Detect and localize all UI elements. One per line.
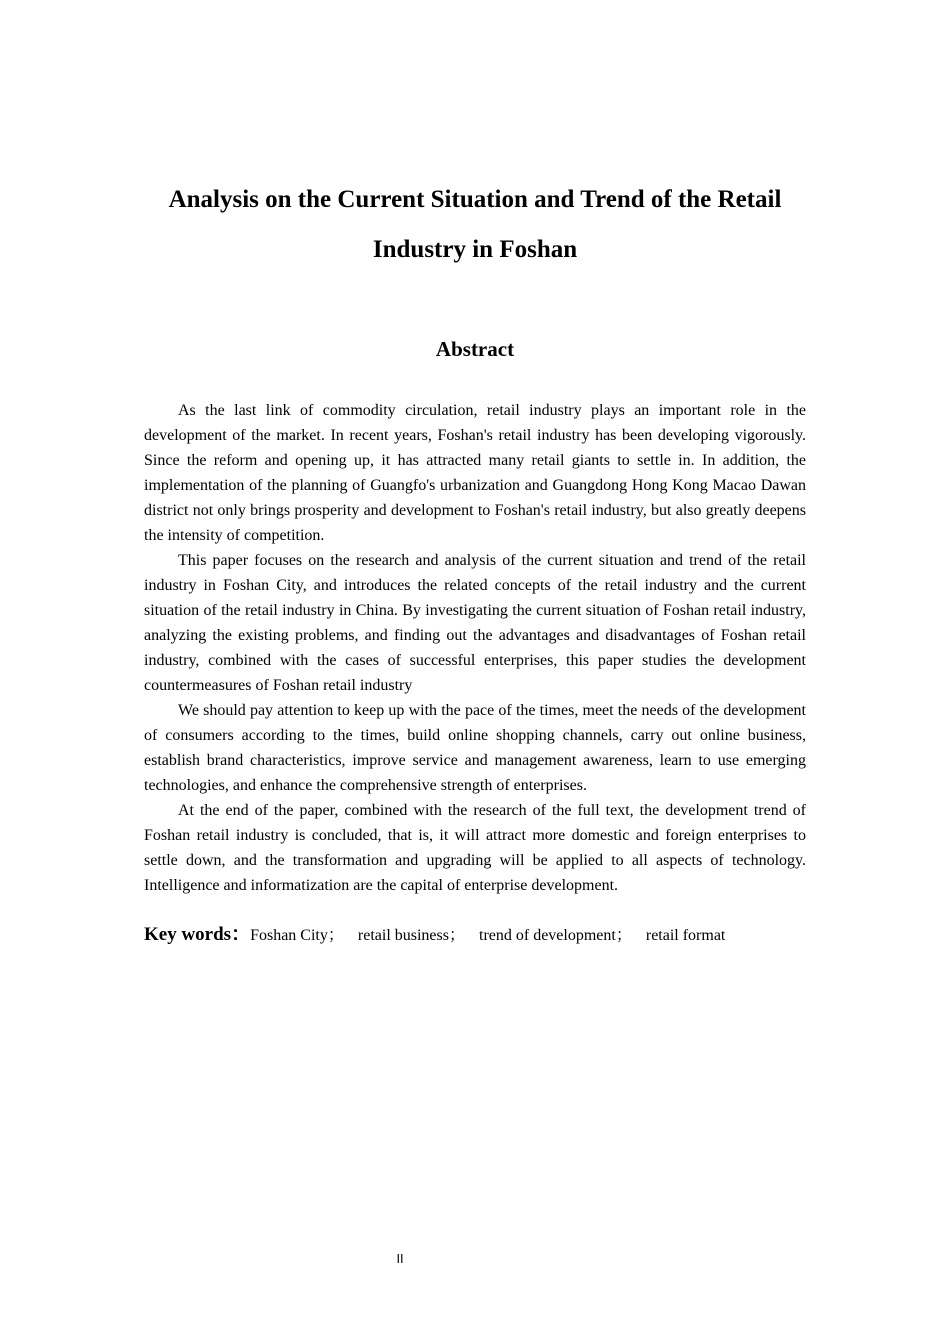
keyword: trend of development <box>479 927 616 944</box>
keyword: retail business <box>357 927 449 944</box>
abstract-heading: Abstract <box>435 337 515 361</box>
keyword: Foshan City <box>250 927 328 944</box>
keywords-label: Key words： <box>144 924 251 945</box>
keyword: retail format <box>645 927 726 944</box>
keyword-separator: ； <box>615 927 632 944</box>
abstract-paragraph: We should pay attention to keep up with the pace of the times, meet the needs of the development of consumers according to the times, build online shopping channels, carry out online business, establish brand characteristics, improve service and management awareness, learn to use emerging technologies, and enhance the comprehensive strength of enterprises. <box>144 702 806 794</box>
abstract-paragraph: This paper focuses on the research and analysis of the current situation and trend of the retail industry in Foshan City, and introduces the related concepts of the retail industry and the current situation of the retail industry in China. By investigating the current situation of Foshan retail industry, analyzing the existing problems, and finding out the advantages and disadvantages of Foshan retail industry, combined with the cases of successful enterprises, this paper studies the development countermeasures of Foshan retail industry <box>144 552 806 694</box>
keyword-separator: ； <box>448 927 465 944</box>
keyword-separator: ； <box>327 927 344 944</box>
abstract-paragraph: At the end of the paper, combined with the research of the full text, the development trend of Foshan retail industry is concluded, that is, it will attract more domestic and foreign enterprises to settle down, and the transformation and upgrading will be applied to all aspects of technology. Intelligence and informatization are the capital of enterprise development. <box>144 802 806 894</box>
paper-title: Analysis on the Current Situation and Trend of the Retail Industry in Foshan <box>168 186 782 263</box>
page-number: II <box>396 1252 404 1266</box>
abstract-body <box>144 398 806 898</box>
abstract-paragraph: As the last link of commodity circulation, retail industry plays an important role in the development of the market. In recent years, Foshan's retail industry has been developing vigorously. Since the reform and opening up, it has attracted many retail giants to settle in. In addition, the implementation of the planning of Guangfo's urbanization and Guangdong Hong Kong Macao Dawan district not only brings prosperity and development to Foshan's retail industry, but also greatly deepens the intensity of competition. <box>144 402 806 544</box>
keywords-line <box>144 922 806 949</box>
